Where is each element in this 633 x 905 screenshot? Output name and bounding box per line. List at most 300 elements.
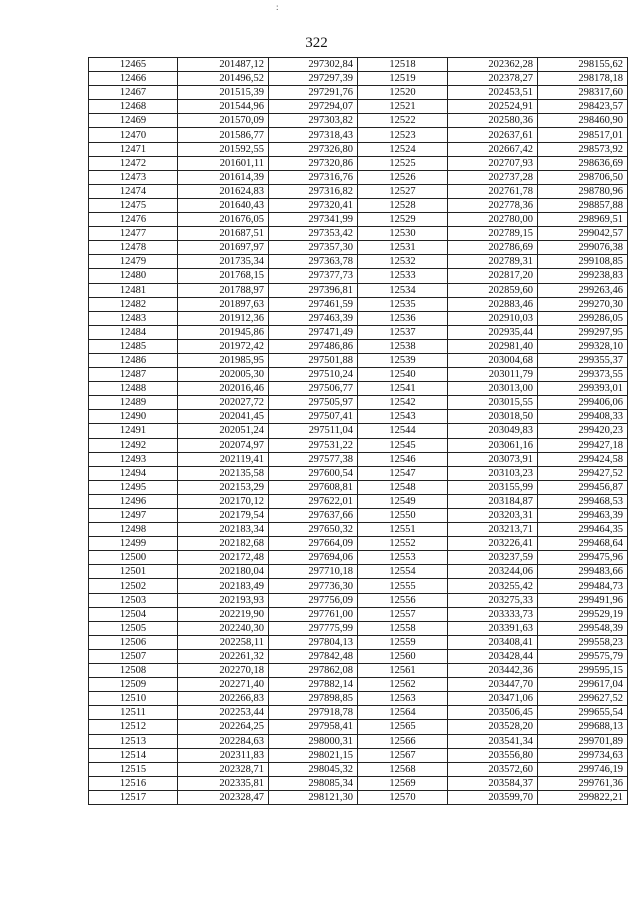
y-coordinate-left: 297862,08 (269, 664, 358, 678)
table-row (89, 678, 628, 692)
point-number-right: 12539 (358, 353, 448, 367)
point-number-left: 12517 (89, 790, 178, 804)
x-coordinate-left: 201985,95 (178, 353, 269, 367)
table-row (89, 269, 628, 283)
point-number-right: 12532 (358, 255, 448, 269)
x-coordinate-left: 201515,39 (178, 86, 269, 100)
x-coordinate-right: 202910,03 (448, 311, 538, 325)
point-number-left: 12505 (89, 621, 178, 635)
point-number-right: 12528 (358, 198, 448, 212)
table-row (89, 128, 628, 142)
x-coordinate-right: 202378,27 (448, 72, 538, 86)
x-coordinate-left: 202311,83 (178, 748, 269, 762)
y-coordinate-left: 297294,07 (269, 100, 358, 114)
x-coordinate-right: 203004,68 (448, 353, 538, 367)
point-number-right: 12559 (358, 635, 448, 649)
point-number-left: 12508 (89, 664, 178, 678)
y-coordinate-left: 297511,04 (269, 424, 358, 438)
point-number-left: 12480 (89, 269, 178, 283)
y-coordinate-left: 297291,76 (269, 86, 358, 100)
table-row (89, 720, 628, 734)
y-coordinate-left: 297318,43 (269, 128, 358, 142)
y-coordinate-left: 297600,54 (269, 466, 358, 480)
point-number-left: 12475 (89, 198, 178, 212)
table-row (89, 283, 628, 297)
table-row (89, 170, 628, 184)
x-coordinate-right: 203506,45 (448, 706, 538, 720)
table-row (89, 480, 628, 494)
y-coordinate-left: 297664,09 (269, 537, 358, 551)
x-coordinate-right: 203244,06 (448, 565, 538, 579)
y-coordinate-left: 297506,77 (269, 382, 358, 396)
y-coordinate-right: 299328,10 (538, 339, 628, 353)
x-coordinate-left: 202258,11 (178, 635, 269, 649)
table-row (89, 692, 628, 706)
x-coordinate-left: 202041,45 (178, 410, 269, 424)
point-number-right: 12540 (358, 368, 448, 382)
point-number-left: 12495 (89, 480, 178, 494)
x-coordinate-right: 203528,20 (448, 720, 538, 734)
y-coordinate-right: 299746,19 (538, 762, 628, 776)
y-coordinate-right: 299575,79 (538, 649, 628, 663)
y-coordinate-right: 298857,88 (538, 198, 628, 212)
y-coordinate-right: 299408,33 (538, 410, 628, 424)
point-number-right: 12531 (358, 241, 448, 255)
x-coordinate-left: 202253,44 (178, 706, 269, 720)
y-coordinate-right: 298155,62 (538, 58, 628, 72)
point-number-right: 12560 (358, 649, 448, 663)
point-number-left: 12478 (89, 241, 178, 255)
point-number-left: 12502 (89, 579, 178, 593)
x-coordinate-left: 201586,77 (178, 128, 269, 142)
x-coordinate-left: 202183,34 (178, 523, 269, 537)
point-number-right: 12521 (358, 100, 448, 114)
x-coordinate-right: 203011,79 (448, 368, 538, 382)
y-coordinate-right: 298423,57 (538, 100, 628, 114)
y-coordinate-left: 297804,13 (269, 635, 358, 649)
y-coordinate-right: 299238,83 (538, 269, 628, 283)
y-coordinate-left: 297461,59 (269, 297, 358, 311)
x-coordinate-right: 202859,60 (448, 283, 538, 297)
y-coordinate-left: 297463,39 (269, 311, 358, 325)
y-coordinate-left: 297510,24 (269, 368, 358, 382)
x-coordinate-left: 202284,63 (178, 734, 269, 748)
table-row (89, 198, 628, 212)
table-row (89, 551, 628, 565)
x-coordinate-right: 203471,06 (448, 692, 538, 706)
point-number-right: 12549 (358, 494, 448, 508)
y-coordinate-right: 299393,01 (538, 382, 628, 396)
y-coordinate-right: 299688,13 (538, 720, 628, 734)
y-coordinate-right: 299595,15 (538, 664, 628, 678)
x-coordinate-right: 202362,28 (448, 58, 538, 72)
x-coordinate-right: 202580,36 (448, 114, 538, 128)
y-coordinate-right: 299355,37 (538, 353, 628, 367)
x-coordinate-right: 203184,87 (448, 494, 538, 508)
x-coordinate-left: 202172,48 (178, 551, 269, 565)
x-coordinate-right: 203556,80 (448, 748, 538, 762)
x-coordinate-left: 202153,29 (178, 480, 269, 494)
y-coordinate-right: 298317,60 (538, 86, 628, 100)
y-coordinate-left: 297471,49 (269, 325, 358, 339)
point-number-left: 12465 (89, 58, 178, 72)
y-coordinate-left: 297842,48 (269, 649, 358, 663)
coordinates-table (88, 57, 628, 805)
point-number-left: 12476 (89, 213, 178, 227)
point-number-left: 12489 (89, 396, 178, 410)
table-row (89, 790, 628, 804)
table-row (89, 452, 628, 466)
point-number-left: 12479 (89, 255, 178, 269)
x-coordinate-left: 202240,30 (178, 621, 269, 635)
point-number-left: 12494 (89, 466, 178, 480)
table-row (89, 466, 628, 480)
x-coordinate-left: 201487,12 (178, 58, 269, 72)
coordinates-table-body (89, 58, 628, 805)
point-number-left: 12482 (89, 297, 178, 311)
x-coordinate-left: 201768,15 (178, 269, 269, 283)
point-number-right: 12561 (358, 664, 448, 678)
y-coordinate-left: 298000,31 (269, 734, 358, 748)
point-number-right: 12546 (358, 452, 448, 466)
y-coordinate-right: 299270,30 (538, 297, 628, 311)
y-coordinate-right: 299822,21 (538, 790, 628, 804)
x-coordinate-right: 203073,91 (448, 452, 538, 466)
point-number-left: 12477 (89, 227, 178, 241)
x-coordinate-left: 201624,83 (178, 184, 269, 198)
table-row (89, 438, 628, 452)
y-coordinate-left: 297501,88 (269, 353, 358, 367)
table-row (89, 593, 628, 607)
point-number-left: 12515 (89, 762, 178, 776)
point-number-right: 12554 (358, 565, 448, 579)
x-coordinate-left: 201945,86 (178, 325, 269, 339)
x-coordinate-right: 203237,59 (448, 551, 538, 565)
point-number-left: 12488 (89, 382, 178, 396)
y-coordinate-left: 298121,30 (269, 790, 358, 804)
y-coordinate-left: 297363,78 (269, 255, 358, 269)
point-number-right: 12550 (358, 509, 448, 523)
y-coordinate-right: 298706,50 (538, 170, 628, 184)
point-number-left: 12484 (89, 325, 178, 339)
y-coordinate-left: 297756,09 (269, 593, 358, 607)
point-number-right: 12544 (358, 424, 448, 438)
point-number-right: 12570 (358, 790, 448, 804)
point-number-right: 12529 (358, 213, 448, 227)
point-number-left: 12493 (89, 452, 178, 466)
point-number-left: 12497 (89, 509, 178, 523)
table-row (89, 353, 628, 367)
table-row (89, 142, 628, 156)
point-number-right: 12526 (358, 170, 448, 184)
y-coordinate-right: 299427,18 (538, 438, 628, 452)
y-coordinate-right: 299464,35 (538, 523, 628, 537)
point-number-left: 12466 (89, 72, 178, 86)
table-row (89, 635, 628, 649)
point-number-right: 12563 (358, 692, 448, 706)
x-coordinate-right: 203213,71 (448, 523, 538, 537)
point-number-left: 12498 (89, 523, 178, 537)
x-coordinate-right: 203584,37 (448, 776, 538, 790)
table-row (89, 339, 628, 353)
y-coordinate-right: 298460,90 (538, 114, 628, 128)
y-coordinate-right: 299263,46 (538, 283, 628, 297)
x-coordinate-left: 202193,93 (178, 593, 269, 607)
y-coordinate-right: 299475,96 (538, 551, 628, 565)
x-coordinate-right: 203408,41 (448, 635, 538, 649)
x-coordinate-right: 202883,46 (448, 297, 538, 311)
point-number-left: 12470 (89, 128, 178, 142)
x-coordinate-right: 203333,73 (448, 607, 538, 621)
y-coordinate-right: 298780,96 (538, 184, 628, 198)
y-coordinate-right: 299042,57 (538, 227, 628, 241)
y-coordinate-left: 297505,97 (269, 396, 358, 410)
y-coordinate-right: 299420,23 (538, 424, 628, 438)
x-coordinate-left: 202183,49 (178, 579, 269, 593)
table-row (89, 664, 628, 678)
y-coordinate-right: 299076,38 (538, 241, 628, 255)
point-number-left: 12500 (89, 551, 178, 565)
point-number-right: 12518 (358, 58, 448, 72)
x-coordinate-left: 201570,09 (178, 114, 269, 128)
y-coordinate-right: 298636,69 (538, 156, 628, 170)
y-coordinate-left: 297608,81 (269, 480, 358, 494)
point-number-left: 12486 (89, 353, 178, 367)
point-number-right: 12530 (358, 227, 448, 241)
x-coordinate-right: 203103,23 (448, 466, 538, 480)
x-coordinate-left: 201601,11 (178, 156, 269, 170)
point-number-right: 12520 (358, 86, 448, 100)
point-number-right: 12535 (358, 297, 448, 311)
table-row (89, 72, 628, 86)
table-row (89, 255, 628, 269)
point-number-right: 12525 (358, 156, 448, 170)
x-coordinate-right: 202524,91 (448, 100, 538, 114)
x-coordinate-left: 201614,39 (178, 170, 269, 184)
point-number-right: 12537 (358, 325, 448, 339)
y-coordinate-left: 297898,85 (269, 692, 358, 706)
point-number-right: 12551 (358, 523, 448, 537)
x-coordinate-left: 201972,42 (178, 339, 269, 353)
y-coordinate-left: 297326,80 (269, 142, 358, 156)
y-coordinate-left: 297341,99 (269, 213, 358, 227)
y-coordinate-left: 297396,81 (269, 283, 358, 297)
x-coordinate-right: 202981,40 (448, 339, 538, 353)
y-coordinate-right: 299617,04 (538, 678, 628, 692)
point-number-right: 12536 (358, 311, 448, 325)
x-coordinate-right: 202667,42 (448, 142, 538, 156)
point-number-right: 12538 (358, 339, 448, 353)
y-coordinate-left: 297297,39 (269, 72, 358, 86)
point-number-left: 12487 (89, 368, 178, 382)
y-coordinate-right: 299701,89 (538, 734, 628, 748)
point-number-left: 12501 (89, 565, 178, 579)
y-coordinate-right: 298573,92 (538, 142, 628, 156)
page-mark: : (276, 2, 279, 12)
point-number-left: 12504 (89, 607, 178, 621)
y-coordinate-left: 297761,00 (269, 607, 358, 621)
x-coordinate-left: 202335,81 (178, 776, 269, 790)
table-row (89, 776, 628, 790)
point-number-left: 12483 (89, 311, 178, 325)
x-coordinate-right: 202778,36 (448, 198, 538, 212)
table-row (89, 410, 628, 424)
point-number-right: 12562 (358, 678, 448, 692)
x-coordinate-left: 201592,55 (178, 142, 269, 156)
y-coordinate-left: 297303,82 (269, 114, 358, 128)
point-number-left: 12468 (89, 100, 178, 114)
x-coordinate-right: 203049,83 (448, 424, 538, 438)
point-number-left: 12472 (89, 156, 178, 170)
x-coordinate-left: 202182,68 (178, 537, 269, 551)
table-row (89, 565, 628, 579)
point-number-right: 12545 (358, 438, 448, 452)
y-coordinate-left: 297775,99 (269, 621, 358, 635)
point-number-right: 12533 (358, 269, 448, 283)
x-coordinate-right: 203275,33 (448, 593, 538, 607)
y-coordinate-left: 297377,73 (269, 269, 358, 283)
point-number-left: 12503 (89, 593, 178, 607)
point-number-right: 12558 (358, 621, 448, 635)
point-number-left: 12499 (89, 537, 178, 551)
x-coordinate-right: 202707,93 (448, 156, 538, 170)
point-number-right: 12557 (358, 607, 448, 621)
x-coordinate-right: 202817,20 (448, 269, 538, 283)
y-coordinate-right: 299297,95 (538, 325, 628, 339)
x-coordinate-right: 202761,78 (448, 184, 538, 198)
y-coordinate-right: 298517,01 (538, 128, 628, 142)
y-coordinate-right: 299558,23 (538, 635, 628, 649)
y-coordinate-right: 298178,18 (538, 72, 628, 86)
point-number-right: 12534 (358, 283, 448, 297)
x-coordinate-left: 202219,90 (178, 607, 269, 621)
point-number-left: 12496 (89, 494, 178, 508)
point-number-left: 12469 (89, 114, 178, 128)
x-coordinate-left: 202328,47 (178, 790, 269, 804)
y-coordinate-right: 299286,05 (538, 311, 628, 325)
x-coordinate-right: 202737,28 (448, 170, 538, 184)
point-number-left: 12510 (89, 692, 178, 706)
x-coordinate-right: 203442,36 (448, 664, 538, 678)
y-coordinate-right: 298969,51 (538, 213, 628, 227)
point-number-right: 12524 (358, 142, 448, 156)
point-number-left: 12506 (89, 635, 178, 649)
point-number-right: 12542 (358, 396, 448, 410)
y-coordinate-right: 299108,85 (538, 255, 628, 269)
y-coordinate-left: 297486,86 (269, 339, 358, 353)
table-row (89, 706, 628, 720)
point-number-left: 12490 (89, 410, 178, 424)
x-coordinate-left: 202261,32 (178, 649, 269, 663)
x-coordinate-right: 203203,31 (448, 509, 538, 523)
x-coordinate-left: 202051,24 (178, 424, 269, 438)
y-coordinate-left: 298085,34 (269, 776, 358, 790)
x-coordinate-left: 202266,83 (178, 692, 269, 706)
x-coordinate-left: 202264,25 (178, 720, 269, 734)
point-number-left: 12514 (89, 748, 178, 762)
point-number-right: 12556 (358, 593, 448, 607)
point-number-right: 12522 (358, 114, 448, 128)
point-number-right: 12527 (358, 184, 448, 198)
point-number-right: 12567 (358, 748, 448, 762)
x-coordinate-left: 202270,18 (178, 664, 269, 678)
table-row (89, 156, 628, 170)
point-number-right: 12564 (358, 706, 448, 720)
table-row (89, 607, 628, 621)
point-number-right: 12541 (358, 382, 448, 396)
table-row (89, 523, 628, 537)
x-coordinate-left: 202180,04 (178, 565, 269, 579)
y-coordinate-right: 299406,06 (538, 396, 628, 410)
y-coordinate-left: 298045,32 (269, 762, 358, 776)
table-row (89, 621, 628, 635)
x-coordinate-left: 201676,05 (178, 213, 269, 227)
x-coordinate-left: 201897,63 (178, 297, 269, 311)
y-coordinate-left: 297882,14 (269, 678, 358, 692)
x-coordinate-left: 202119,41 (178, 452, 269, 466)
y-coordinate-right: 299734,63 (538, 748, 628, 762)
x-coordinate-left: 201496,52 (178, 72, 269, 86)
point-number-right: 12553 (358, 551, 448, 565)
point-number-left: 12491 (89, 424, 178, 438)
table-row (89, 649, 628, 663)
y-coordinate-right: 299491,96 (538, 593, 628, 607)
table-row (89, 213, 628, 227)
point-number-right: 12552 (358, 537, 448, 551)
x-coordinate-left: 202074,97 (178, 438, 269, 452)
table-row (89, 184, 628, 198)
x-coordinate-left: 201697,97 (178, 241, 269, 255)
y-coordinate-left: 297320,86 (269, 156, 358, 170)
y-coordinate-left: 297958,41 (269, 720, 358, 734)
x-coordinate-left: 201687,51 (178, 227, 269, 241)
y-coordinate-right: 299483,66 (538, 565, 628, 579)
point-number-left: 12509 (89, 678, 178, 692)
x-coordinate-left: 202027,72 (178, 396, 269, 410)
y-coordinate-right: 299373,55 (538, 368, 628, 382)
y-coordinate-left: 297736,30 (269, 579, 358, 593)
y-coordinate-left: 297531,22 (269, 438, 358, 452)
y-coordinate-right: 299529,19 (538, 607, 628, 621)
x-coordinate-right: 203061,16 (448, 438, 538, 452)
y-coordinate-right: 299456,87 (538, 480, 628, 494)
point-number-left: 12513 (89, 734, 178, 748)
y-coordinate-left: 297302,84 (269, 58, 358, 72)
table-row (89, 762, 628, 776)
table-row (89, 297, 628, 311)
table-row (89, 100, 628, 114)
y-coordinate-left: 297710,18 (269, 565, 358, 579)
y-coordinate-left: 297622,01 (269, 494, 358, 508)
x-coordinate-right: 203599,70 (448, 790, 538, 804)
table-row (89, 734, 628, 748)
y-coordinate-left: 297316,76 (269, 170, 358, 184)
table-row (89, 114, 628, 128)
y-coordinate-right: 299468,53 (538, 494, 628, 508)
table-row (89, 311, 628, 325)
point-number-left: 12516 (89, 776, 178, 790)
x-coordinate-right: 202780,00 (448, 213, 538, 227)
point-number-right: 12519 (358, 72, 448, 86)
x-coordinate-right: 203226,41 (448, 537, 538, 551)
x-coordinate-right: 202935,44 (448, 325, 538, 339)
table-row (89, 86, 628, 100)
table-row (89, 241, 628, 255)
x-coordinate-left: 202328,71 (178, 762, 269, 776)
point-number-left: 12474 (89, 184, 178, 198)
x-coordinate-right: 203255,42 (448, 579, 538, 593)
point-number-right: 12555 (358, 579, 448, 593)
